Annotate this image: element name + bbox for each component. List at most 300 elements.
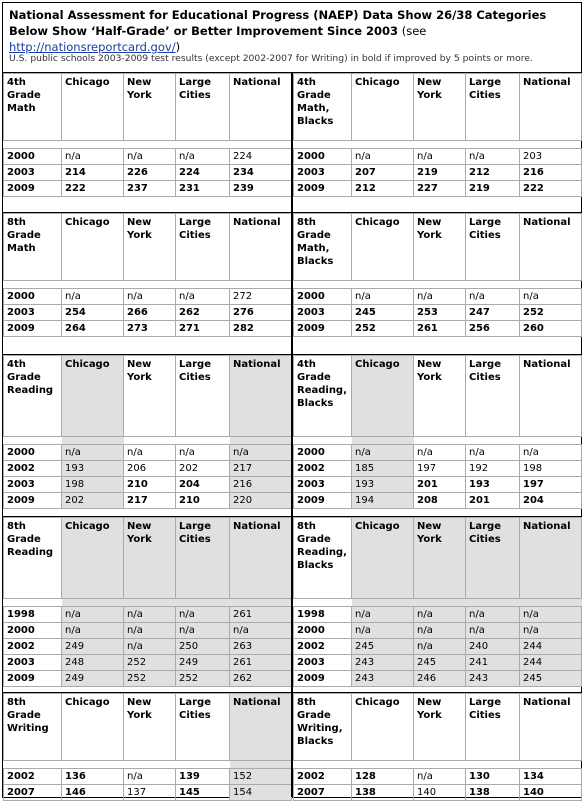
column-header: National [230,74,292,141]
score-cell: 217 [124,493,176,509]
table-header-row [294,694,582,761]
spacer-row [4,599,292,607]
spacer-row [294,437,582,445]
year-cell: 2002 [4,639,62,655]
score-cell: n/a [466,289,520,305]
year-cell: 2003 [4,165,62,181]
table-header-row [294,74,582,141]
column-header: New York [414,74,466,141]
column-header: Chicago [62,214,124,281]
column-header: New York [124,694,176,761]
column-header: New York [414,518,466,599]
score-cell: 253 [414,305,466,321]
table-row [4,305,292,321]
column-header: Large Cities [176,214,230,281]
score-cell: 248 [62,655,124,671]
table-row [294,671,582,687]
score-cell: n/a [176,607,230,623]
score-cell: 226 [124,165,176,181]
score-cell: 202 [62,493,124,509]
year-cell: 2000 [4,289,62,305]
table-row [294,785,582,801]
spacer-cell [124,437,176,445]
spacer-cell [520,599,582,607]
year-cell: 2009 [4,321,62,337]
table-row [4,671,292,687]
score-cell: 261 [414,321,466,337]
score-cell: 249 [62,671,124,687]
spacer-cell [124,141,176,149]
naep-table [3,73,292,197]
spacer-row [294,599,582,607]
score-cell: 140 [414,785,466,801]
score-cell: 192 [466,461,520,477]
score-cell: 244 [520,655,582,671]
spacer-cell [520,761,582,769]
table-row [4,445,292,461]
score-cell: 224 [230,149,292,165]
right-table-wrap [293,355,581,509]
score-cell: 137 [124,785,176,801]
score-cell: 201 [414,477,466,493]
spacer-row [294,761,582,769]
score-cell: n/a [62,623,124,639]
column-header: National [520,694,582,761]
year-cell: 2009 [294,493,352,509]
right-table-wrap [293,517,581,687]
year-cell: 2002 [294,769,352,785]
score-cell: 249 [176,655,230,671]
spacer-cell [294,141,352,149]
score-cell: 245 [352,639,414,655]
spacer-cell [352,281,414,289]
category-label: 8th Grade Math [4,214,62,281]
year-cell: 2003 [294,477,352,493]
center-divider [291,72,293,797]
year-cell: 1998 [294,607,352,623]
column-header: Chicago [352,214,414,281]
table-header-row [294,214,582,281]
title-paren-open: (see [398,24,427,38]
spacer-cell [4,437,62,445]
spacer-cell [230,761,292,769]
year-cell: 2009 [294,181,352,197]
year-cell: 2003 [4,477,62,493]
spacer-cell [294,281,352,289]
naep-table [3,355,292,509]
spacer-cell [294,437,352,445]
score-cell: 240 [466,639,520,655]
year-cell: 2003 [4,305,62,321]
score-cell: 220 [230,493,292,509]
score-cell: 134 [520,769,582,785]
score-cell: 252 [520,305,582,321]
score-cell: 246 [414,671,466,687]
spacer-cell [124,281,176,289]
title-paren-close: ) [175,40,181,54]
score-cell: 252 [124,655,176,671]
left-table-wrap [3,517,291,687]
score-cell: 154 [230,785,292,801]
table-row [4,289,292,305]
table-row [4,181,292,197]
score-cell: 243 [352,655,414,671]
column-header: New York [414,694,466,761]
score-cell: 217 [230,461,292,477]
score-cell: 208 [414,493,466,509]
score-cell: 260 [520,321,582,337]
spacer-cell [4,599,62,607]
year-cell: 2002 [4,769,62,785]
year-cell: 2003 [4,655,62,671]
naep-table [293,355,582,509]
score-cell: n/a [62,289,124,305]
year-cell: 2003 [294,655,352,671]
year-cell: 1998 [4,607,62,623]
score-cell: n/a [520,445,582,461]
table-row [4,477,292,493]
score-cell: 222 [520,181,582,197]
score-cell: n/a [124,769,176,785]
score-cell: 152 [230,769,292,785]
score-cell: 128 [352,769,414,785]
score-cell: 130 [466,769,520,785]
score-cell: 271 [176,321,230,337]
spacer-cell [230,141,292,149]
score-cell: 206 [124,461,176,477]
naep-table [293,213,582,337]
score-cell: n/a [124,639,176,655]
score-cell: 247 [466,305,520,321]
spacer-cell [176,281,230,289]
score-cell: n/a [352,607,414,623]
score-cell: 216 [230,477,292,493]
table-row [4,149,292,165]
score-cell: n/a [414,769,466,785]
score-cell: n/a [414,639,466,655]
score-cell: 231 [176,181,230,197]
score-cell: 212 [466,165,520,181]
column-header: New York [124,518,176,599]
score-cell: 256 [466,321,520,337]
score-cell: n/a [466,607,520,623]
title-text: National Assessment for Educational Progress (NAEP) Data Show 26/38 Categories Below Show ‘Half-Grade’ or Better Improvement Since 2003 [9,8,547,38]
spacer-row [294,141,582,149]
score-cell: 138 [466,785,520,801]
column-header: Large Cities [176,694,230,761]
left-table-wrap [3,355,291,509]
score-cell: n/a [352,149,414,165]
naep-table [3,213,292,337]
score-cell: n/a [414,607,466,623]
score-cell: 194 [352,493,414,509]
score-cell: 245 [414,655,466,671]
column-header: Large Cities [176,74,230,141]
score-cell: 197 [414,461,466,477]
table-row [294,321,582,337]
score-cell: 237 [124,181,176,197]
naep-table [3,693,292,801]
table-header-row [294,356,582,437]
score-cell: 234 [230,165,292,181]
category-label: 8th Grade Reading, Blacks [294,518,352,599]
score-cell: 244 [520,639,582,655]
spacer-cell [62,141,124,149]
score-cell: 252 [124,671,176,687]
score-cell: 273 [124,321,176,337]
spacer-cell [62,281,124,289]
score-cell: n/a [352,445,414,461]
score-cell: 263 [230,639,292,655]
table-row [4,623,292,639]
spacer-row [4,281,292,289]
category-label: 8th Grade Writing [4,694,62,761]
spacer-cell [520,281,582,289]
category-label: 4th Grade Math [4,74,62,141]
score-cell: 264 [62,321,124,337]
table-row [294,289,582,305]
right-table-wrap [293,693,581,801]
column-header: National [230,214,292,281]
spacer-row [294,281,582,289]
score-cell: 203 [520,149,582,165]
naep-table [293,517,582,687]
column-header: Chicago [62,356,124,437]
table-row [4,785,292,801]
left-table-wrap [3,213,291,337]
score-cell: n/a [124,623,176,639]
table-header-row [4,518,292,599]
table-row [4,769,292,785]
score-cell: n/a [414,623,466,639]
score-cell: n/a [414,289,466,305]
year-cell: 2002 [4,461,62,477]
year-cell: 2007 [294,785,352,801]
spacer-cell [62,761,124,769]
category-label: 4th Grade Math, Blacks [294,74,352,141]
spacer-cell [176,141,230,149]
score-cell: 261 [230,607,292,623]
column-header: National [520,518,582,599]
table-row [294,149,582,165]
table-row [4,639,292,655]
year-cell: 2000 [294,445,352,461]
year-cell: 2003 [294,305,352,321]
spacer-cell [124,599,176,607]
score-cell: 252 [176,671,230,687]
spacer-cell [352,761,414,769]
spacer-cell [520,141,582,149]
score-cell: n/a [62,607,124,623]
spacer-cell [466,141,520,149]
year-cell: 2002 [294,461,352,477]
column-header: National [520,214,582,281]
score-cell: 282 [230,321,292,337]
score-cell: 214 [62,165,124,181]
spacer-cell [414,599,466,607]
column-header: New York [124,356,176,437]
table-row [294,445,582,461]
score-cell: 146 [62,785,124,801]
spacer-cell [352,437,414,445]
spacer-row [4,141,292,149]
year-cell: 2009 [294,671,352,687]
spacer-cell [414,141,466,149]
score-cell: n/a [124,289,176,305]
score-cell: 140 [520,785,582,801]
spacer-cell [294,761,352,769]
column-header: Large Cities [466,694,520,761]
spacer-cell [466,599,520,607]
spacer-cell [230,599,292,607]
score-cell: 243 [352,671,414,687]
score-cell: n/a [520,607,582,623]
score-cell: 216 [520,165,582,181]
category-label: 8th Grade Writing, Blacks [294,694,352,761]
year-cell: 2002 [294,639,352,655]
spacer-row [4,761,292,769]
score-cell: 212 [352,181,414,197]
score-cell: 204 [520,493,582,509]
score-cell: 197 [520,477,582,493]
column-header: Chicago [62,518,124,599]
document-frame [2,2,582,798]
year-cell: 2000 [4,445,62,461]
naep-table [293,73,582,197]
column-header: Large Cities [466,356,520,437]
score-cell: n/a [176,149,230,165]
document-subtitle: U.S. public schools 2003-2009 test results (except 2002-2007 for Writing) in bold if improved by 5 points or more. [9,53,533,64]
left-table-wrap [3,73,291,197]
score-cell: 204 [176,477,230,493]
table-row [294,305,582,321]
spacer-cell [176,761,230,769]
score-cell: 210 [124,477,176,493]
score-cell: n/a [352,623,414,639]
column-header: New York [414,356,466,437]
score-cell: n/a [62,149,124,165]
year-cell: 2000 [294,289,352,305]
score-cell: n/a [124,607,176,623]
column-header: National [230,694,292,761]
year-cell: 2000 [294,149,352,165]
score-cell: 138 [352,785,414,801]
score-cell: n/a [466,445,520,461]
column-header: Large Cities [466,74,520,141]
spacer-cell [230,437,292,445]
column-header: Large Cities [176,356,230,437]
table-row [4,461,292,477]
score-cell: 262 [230,671,292,687]
spacer-cell [62,437,124,445]
score-cell: 254 [62,305,124,321]
category-label: 4th Grade Reading [4,356,62,437]
right-table-wrap [293,213,581,337]
column-header: Large Cities [176,518,230,599]
score-cell: n/a [466,623,520,639]
score-cell: n/a [176,445,230,461]
score-cell: 193 [352,477,414,493]
spacer-cell [466,437,520,445]
year-cell: 2000 [4,623,62,639]
score-cell: 198 [62,477,124,493]
spacer-cell [124,761,176,769]
table-row [294,655,582,671]
score-cell: 219 [414,165,466,181]
table-row [4,321,292,337]
table-row [4,493,292,509]
score-cell: 272 [230,289,292,305]
score-cell: 250 [176,639,230,655]
table-header-row [4,694,292,761]
score-cell: 145 [176,785,230,801]
score-cell: 239 [230,181,292,197]
score-cell: n/a [230,445,292,461]
spacer-cell [4,141,62,149]
column-header: National [520,356,582,437]
column-header: Chicago [352,74,414,141]
score-cell: 136 [62,769,124,785]
score-cell: 245 [520,671,582,687]
score-cell: n/a [230,623,292,639]
score-cell: 219 [466,181,520,197]
score-cell: 245 [352,305,414,321]
column-header: Chicago [352,694,414,761]
spacer-cell [230,281,292,289]
naep-table [293,693,582,801]
year-cell: 2007 [4,785,62,801]
score-cell: 202 [176,461,230,477]
table-row [4,607,292,623]
year-cell: 2009 [4,493,62,509]
category-label: 4th Grade Reading, Blacks [294,356,352,437]
column-header: National [230,518,292,599]
year-cell: 2009 [4,671,62,687]
spacer-cell [520,437,582,445]
score-cell: n/a [414,445,466,461]
nations-report-card-link[interactable]: http://nationsreportcard.gov/ [9,40,176,54]
score-cell: 261 [230,655,292,671]
spacer-cell [466,761,520,769]
table-row [4,165,292,181]
spacer-cell [4,281,62,289]
year-cell: 2003 [294,165,352,181]
column-header: Chicago [352,356,414,437]
score-cell: n/a [352,289,414,305]
score-cell: n/a [124,149,176,165]
score-cell: 262 [176,305,230,321]
column-header: New York [124,74,176,141]
score-cell: n/a [520,289,582,305]
year-cell: 2000 [294,623,352,639]
score-cell: 207 [352,165,414,181]
score-cell: 266 [124,305,176,321]
score-cell: 243 [466,671,520,687]
table-header-row [4,74,292,141]
spacer-cell [176,599,230,607]
spacer-cell [414,437,466,445]
column-header: Chicago [62,694,124,761]
right-table-wrap [293,73,581,197]
year-cell: 2009 [294,321,352,337]
score-cell: 224 [176,165,230,181]
category-label: 8th Grade Reading [4,518,62,599]
score-cell: n/a [414,149,466,165]
year-cell: 2009 [4,181,62,197]
score-cell: 139 [176,769,230,785]
score-cell: 210 [176,493,230,509]
column-header: National [230,356,292,437]
